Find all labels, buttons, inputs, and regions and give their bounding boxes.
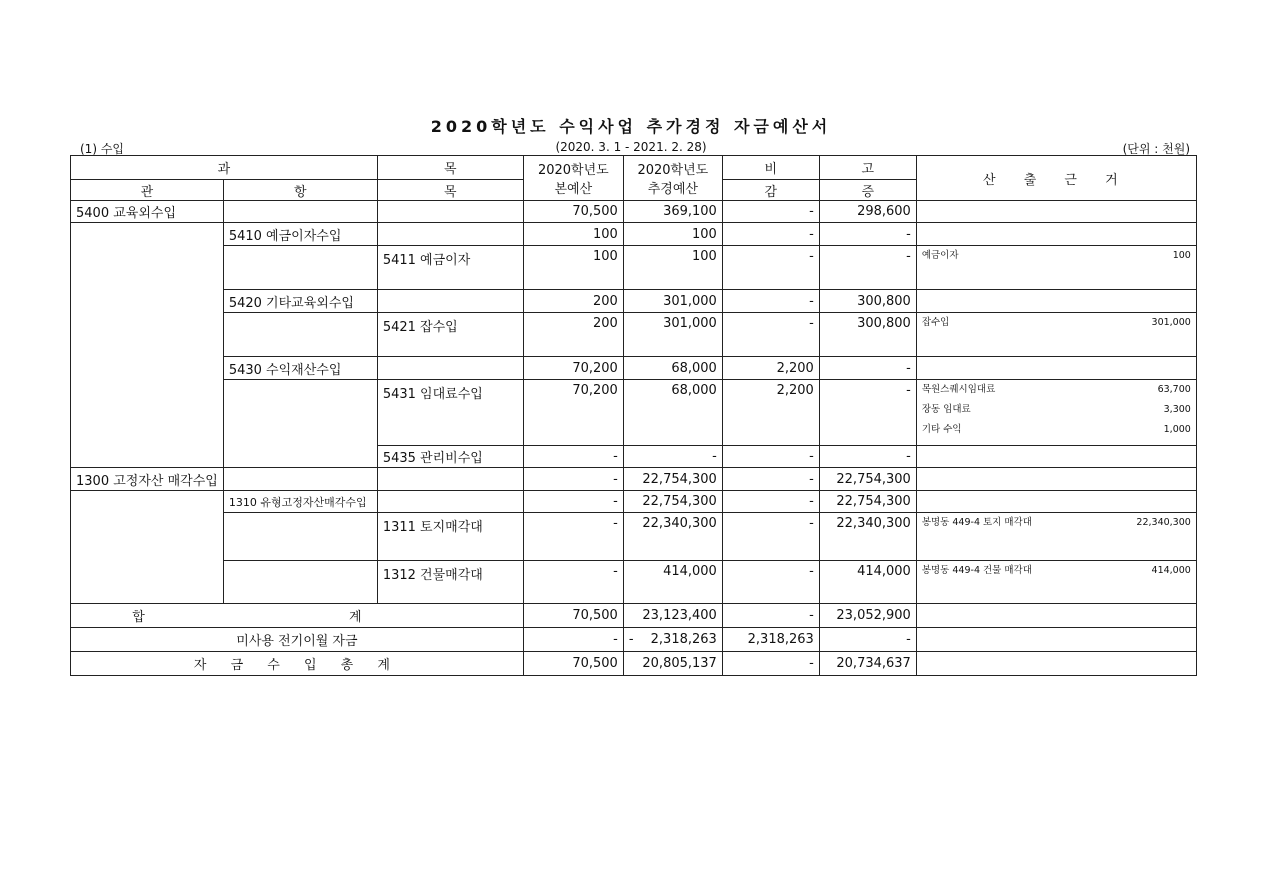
fiscal-period: (2020. 3. 1 - 2021. 2. 28) — [555, 140, 707, 154]
grand-total-label: 자 금 수 입 총 계 — [71, 652, 524, 676]
supp-cell: 301,000 — [623, 313, 722, 357]
orig-cell: 200 — [523, 313, 623, 357]
basis-cell — [916, 561, 1196, 604]
header-supp — [623, 156, 722, 201]
orig-cell: 100 — [523, 223, 623, 246]
basis-cell — [916, 380, 1196, 446]
basis-line: 목원스퀘시임대료 63,700 — [921, 384, 1191, 395]
inc-cell: 300,800 — [819, 290, 916, 313]
document-title: 2020학년도 수익사업 추가경정 자금예산서 — [430, 117, 832, 136]
basis-line: 장동 임대료 3,300 — [921, 404, 1191, 415]
header-go: 고 — [819, 156, 916, 180]
table-row — [71, 313, 1197, 357]
orig-cell: 70,200 — [523, 357, 623, 380]
hang-cell: 5420 기타교육외수입 — [223, 290, 377, 313]
supp-cell: 100 — [623, 223, 722, 246]
table-row — [71, 246, 1197, 290]
orig-cell: - — [523, 561, 623, 604]
header-orig-line1: 2020학년도 — [537, 163, 609, 178]
dec-cell: - — [722, 313, 819, 357]
dec-cell: - — [722, 561, 819, 604]
table-row — [71, 201, 1197, 223]
orig-cell: 70,500 — [523, 652, 623, 676]
supp-cell: 68,000 — [623, 380, 722, 446]
table-row — [71, 513, 1197, 561]
header-orig — [523, 156, 623, 201]
supp-cell: 22,754,300 — [623, 491, 722, 513]
inc-cell: 414,000 — [819, 561, 916, 604]
orig-cell: 70,500 — [523, 604, 623, 628]
carryover-row — [71, 628, 1197, 652]
gwan-cell: 5400 교육외수입 — [71, 201, 224, 223]
mok-cell: 5421 잡수입 — [377, 313, 523, 357]
inc-cell: 20,734,637 — [819, 652, 916, 676]
table-row — [71, 468, 1197, 491]
orig-cell: 200 — [523, 290, 623, 313]
supp-cell: 68,000 — [623, 357, 722, 380]
gwan-blank — [71, 491, 224, 604]
inc-cell: - — [819, 223, 916, 246]
orig-cell: 100 — [523, 246, 623, 290]
basis-line: 봉명동 449-4 토지 매각대 22,340,300 — [921, 517, 1191, 528]
mok-cell: 5431 임대료수입 — [377, 380, 523, 446]
supp-cell: 100 — [623, 246, 722, 290]
header-jeung: 증 — [819, 180, 916, 201]
inc-cell: 22,754,300 — [819, 491, 916, 513]
section-label: (1) 수입 — [80, 142, 124, 156]
hang-cell: 5410 예금이자수입 — [223, 223, 377, 246]
orig-cell: - — [523, 446, 623, 468]
header-orig-line2: 본예산 — [554, 182, 593, 197]
supp-cell: - 2,318,263 — [623, 628, 722, 652]
hang-cell: 5430 수익재산수입 — [223, 357, 377, 380]
header-gam: 감 — [722, 180, 819, 201]
inc-cell: 298,600 — [819, 201, 916, 223]
table-row — [71, 357, 1197, 380]
orig-cell: 70,200 — [523, 380, 623, 446]
dec-cell: - — [722, 223, 819, 246]
mok-cell: 1311 토지매각대 — [377, 513, 523, 561]
supp-cell: - — [623, 446, 722, 468]
dec-cell: 2,318,263 — [722, 628, 819, 652]
header-mok: 목 — [377, 180, 523, 201]
inc-cell: 300,800 — [819, 313, 916, 357]
carryover-label: 미사용 전기이월 자금 — [71, 628, 524, 652]
supp-cell: 23,123,400 — [623, 604, 722, 628]
gwan-blank — [71, 223, 224, 468]
dec-cell: 2,200 — [722, 357, 819, 380]
table-row — [71, 380, 1197, 446]
dec-cell: - — [722, 246, 819, 290]
dec-cell: - — [722, 513, 819, 561]
orig-cell: - — [523, 468, 623, 491]
header-bi: 비 — [722, 156, 819, 180]
header-supp-line2: 추경예산 — [647, 182, 698, 197]
table-row — [71, 561, 1197, 604]
dec-cell: - — [722, 604, 819, 628]
inc-cell: - — [819, 246, 916, 290]
basis-line: 봉명동 449-4 건물 매각대 414,000 — [921, 565, 1191, 576]
header-basis: 산 출 근 거 — [916, 156, 1196, 201]
header-gwan: 관 — [71, 180, 224, 201]
table-row — [71, 290, 1197, 313]
basis-cell — [916, 513, 1196, 561]
header-supp-line1: 2020학년도 — [637, 163, 709, 178]
basis-line: 잡수입 301,000 — [921, 317, 1191, 328]
inc-cell: 22,340,300 — [819, 513, 916, 561]
supp-cell: 20,805,137 — [623, 652, 722, 676]
inc-cell: 23,052,900 — [819, 604, 916, 628]
orig-cell: - — [523, 513, 623, 561]
mok-cell: 5411 예금이자 — [377, 246, 523, 290]
total-row — [71, 604, 1197, 628]
supp-cell: 414,000 — [623, 561, 722, 604]
gwan-cell: 1300 고정자산 매각수입 — [71, 468, 224, 491]
table-row — [71, 491, 1197, 513]
supp-cell: 22,340,300 — [623, 513, 722, 561]
supp-prefix: - — [628, 632, 634, 647]
supp-cell: 301,000 — [623, 290, 722, 313]
orig-cell: - — [523, 491, 623, 513]
mok-cell: 5435 관리비수입 — [377, 446, 523, 468]
dec-cell: 2,200 — [722, 380, 819, 446]
inc-cell: - — [819, 357, 916, 380]
dec-cell: - — [722, 446, 819, 468]
supp-cell: 369,100 — [623, 201, 722, 223]
dec-cell: - — [722, 491, 819, 513]
grand-total-row — [71, 652, 1197, 676]
dec-cell: - — [722, 652, 819, 676]
table-row — [71, 223, 1197, 246]
inc-cell: - — [819, 628, 916, 652]
inc-cell: - — [819, 446, 916, 468]
budget-table — [70, 155, 1197, 676]
dec-cell: - — [722, 468, 819, 491]
inc-cell: 22,754,300 — [819, 468, 916, 491]
header-hang: 항 — [223, 180, 377, 201]
mok-cell: 1312 건물매각대 — [377, 561, 523, 604]
orig-cell: - — [523, 628, 623, 652]
unit-label: (단위 : 천원) — [1122, 142, 1190, 156]
total-label: 합 계 — [71, 604, 524, 628]
inc-cell: - — [819, 380, 916, 446]
basis-line: 예금이자 100 — [921, 250, 1191, 261]
hang-cell: 1310 유형고정자산매각수입 — [223, 491, 377, 513]
orig-cell: 70,500 — [523, 201, 623, 223]
dec-cell: - — [722, 290, 819, 313]
basis-line: 기타 수익 1,000 — [921, 424, 1191, 435]
header-mok-top: 목 — [377, 156, 523, 180]
basis-cell — [916, 246, 1196, 290]
header-gwa: 과 — [71, 156, 378, 180]
dec-cell: - — [722, 201, 819, 223]
basis-cell — [916, 313, 1196, 357]
supp-cell: 22,754,300 — [623, 468, 722, 491]
